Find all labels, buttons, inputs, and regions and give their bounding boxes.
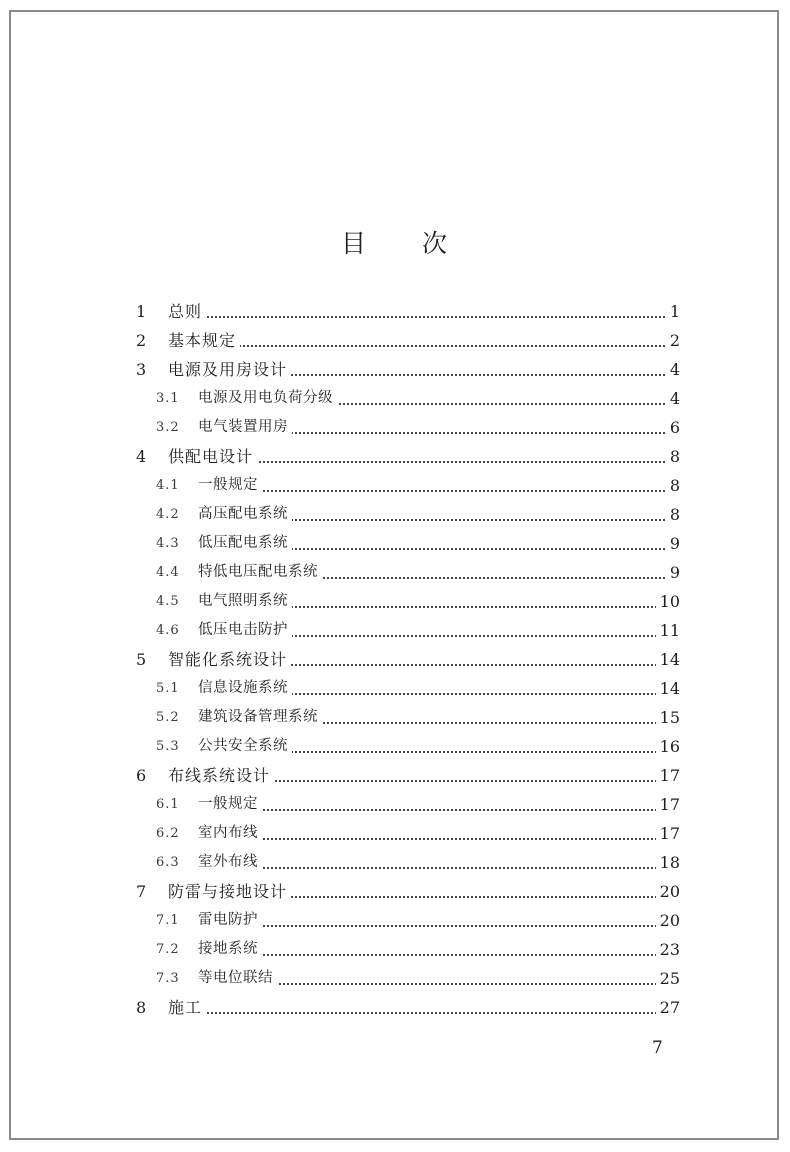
entry-number: 3 xyxy=(136,360,147,379)
dot-leader xyxy=(172,345,676,347)
entry-page-number: 25 xyxy=(656,964,680,993)
entry-number: 2 xyxy=(136,331,147,350)
footer-page-number: 7 xyxy=(652,1038,663,1058)
toc-chapter-entry[interactable] xyxy=(0,645,790,674)
entry-title: 布线系统设计 xyxy=(168,761,274,790)
entry-page-number: 17 xyxy=(656,819,680,848)
toc-section-entry[interactable] xyxy=(0,935,790,964)
entry-number: 7.1 xyxy=(156,913,180,928)
toc-section-entry[interactable] xyxy=(0,819,790,848)
entry-title: 供配电设计 xyxy=(168,442,257,471)
entry-page-number: 6 xyxy=(666,413,680,442)
entry-page-number: 20 xyxy=(656,906,680,935)
toc-chapter-entry[interactable] xyxy=(0,993,790,1022)
entry-title: 电源及用电负荷分级 xyxy=(198,384,337,413)
entry-title: 高压配电系统 xyxy=(198,500,292,529)
toc-section-entry[interactable] xyxy=(0,529,790,558)
entry-number: 1 xyxy=(136,302,147,321)
entry-page-number: 23 xyxy=(656,935,680,964)
entry-number: 7.3 xyxy=(156,971,180,986)
entry-title: 一般规定 xyxy=(198,471,262,500)
entry-title: 一般规定 xyxy=(198,790,262,819)
toc-chapter-entry[interactable] xyxy=(0,326,790,355)
entry-page-number: 4 xyxy=(666,355,680,384)
toc-section-entry[interactable] xyxy=(0,964,790,993)
dot-leader xyxy=(200,954,676,956)
entry-title: 特低电压配电系统 xyxy=(198,558,322,587)
entry-number: 7.2 xyxy=(156,942,180,957)
dot-leader xyxy=(200,867,676,869)
entry-number: 4 xyxy=(136,447,147,466)
entry-title: 电源及用房设计 xyxy=(168,355,291,384)
entry-number: 3.2 xyxy=(156,420,180,435)
toc-chapter-entry[interactable] xyxy=(0,761,790,790)
entry-page-number: 14 xyxy=(656,674,680,703)
toc-section-entry[interactable] xyxy=(0,558,790,587)
toc-chapter-entry[interactable] xyxy=(0,442,790,471)
entry-page-number: 1 xyxy=(666,297,680,326)
entry-page-number: 11 xyxy=(656,616,680,645)
dot-leader xyxy=(200,838,676,840)
entry-number: 5 xyxy=(136,650,147,669)
dot-leader xyxy=(172,316,676,318)
entry-title: 总则 xyxy=(168,297,206,326)
entry-page-number: 2 xyxy=(666,326,680,355)
entry-number: 4.6 xyxy=(156,623,180,638)
entry-page-number: 8 xyxy=(666,471,680,500)
entry-page-number: 9 xyxy=(666,529,680,558)
entry-title: 防雷与接地设计 xyxy=(168,877,291,906)
entry-number: 6.1 xyxy=(156,797,180,812)
entry-page-number: 27 xyxy=(656,993,680,1022)
entry-title: 电气照明系统 xyxy=(198,587,292,616)
toc-section-entry[interactable] xyxy=(0,732,790,761)
toc-section-entry[interactable] xyxy=(0,500,790,529)
entry-number: 6 xyxy=(136,766,147,785)
entry-number: 6.2 xyxy=(156,826,180,841)
entry-page-number: 20 xyxy=(656,877,680,906)
entry-number: 4.4 xyxy=(156,565,180,580)
entry-number: 4.2 xyxy=(156,507,180,522)
entry-number: 4.1 xyxy=(156,478,180,493)
entry-number: 8 xyxy=(136,998,147,1017)
toc-section-entry[interactable] xyxy=(0,790,790,819)
toc-title xyxy=(0,224,790,260)
entry-number: 5.3 xyxy=(156,739,180,754)
toc-section-entry[interactable] xyxy=(0,848,790,877)
toc-chapter-entry[interactable] xyxy=(0,355,790,384)
entry-title: 雷电防护 xyxy=(198,906,262,935)
entry-page-number: 15 xyxy=(656,703,680,732)
entry-number: 5.1 xyxy=(156,681,180,696)
entry-page-number: 9 xyxy=(666,558,680,587)
entry-number: 5.2 xyxy=(156,710,180,725)
entry-page-number: 8 xyxy=(666,500,680,529)
entry-page-number: 18 xyxy=(656,848,680,877)
entry-title: 室外布线 xyxy=(198,848,262,877)
toc-section-entry[interactable] xyxy=(0,674,790,703)
entry-title: 建筑设备管理系统 xyxy=(198,703,322,732)
entry-title: 低压电击防护 xyxy=(198,616,292,645)
toc-section-entry[interactable] xyxy=(0,587,790,616)
dot-leader xyxy=(172,1012,676,1014)
toc-section-entry[interactable] xyxy=(0,413,790,442)
dot-leader xyxy=(200,925,676,927)
dot-leader xyxy=(200,490,676,492)
toc-chapter-entry[interactable] xyxy=(0,297,790,326)
entry-page-number: 4 xyxy=(666,384,680,413)
toc-section-entry[interactable] xyxy=(0,616,790,645)
toc-section-entry[interactable] xyxy=(0,906,790,935)
entry-number: 4.5 xyxy=(156,594,180,609)
title-char-1: 目 xyxy=(340,229,368,258)
entry-title: 基本规定 xyxy=(168,326,240,355)
entry-title: 施工 xyxy=(168,993,206,1022)
entry-page-number: 14 xyxy=(656,645,680,674)
entry-page-number: 8 xyxy=(666,442,680,471)
entry-page-number: 10 xyxy=(656,587,680,616)
entry-page-number: 16 xyxy=(656,732,680,761)
entry-title: 低压配电系统 xyxy=(198,529,292,558)
entry-title: 接地系统 xyxy=(198,935,262,964)
entry-page-number: 17 xyxy=(656,790,680,819)
entry-title: 公共安全系统 xyxy=(198,732,292,761)
entry-number: 4.3 xyxy=(156,536,180,551)
toc-section-entry[interactable] xyxy=(0,384,790,413)
entry-number: 7 xyxy=(136,882,147,901)
dot-leader xyxy=(200,809,676,811)
toc-section-entry[interactable] xyxy=(0,703,790,732)
entry-title: 电气装置用房 xyxy=(198,413,292,442)
entry-number: 6.3 xyxy=(156,855,180,870)
toc-chapter-entry[interactable] xyxy=(0,877,790,906)
entry-number: 3.1 xyxy=(156,391,180,406)
entry-title: 信息设施系统 xyxy=(198,674,292,703)
title-char-2: 次 xyxy=(422,229,450,258)
entry-title: 智能化系统设计 xyxy=(168,645,291,674)
toc-section-entry[interactable] xyxy=(0,471,790,500)
entry-page-number: 17 xyxy=(656,761,680,790)
entry-title: 室内布线 xyxy=(198,819,262,848)
entry-title: 等电位联结 xyxy=(198,964,277,993)
